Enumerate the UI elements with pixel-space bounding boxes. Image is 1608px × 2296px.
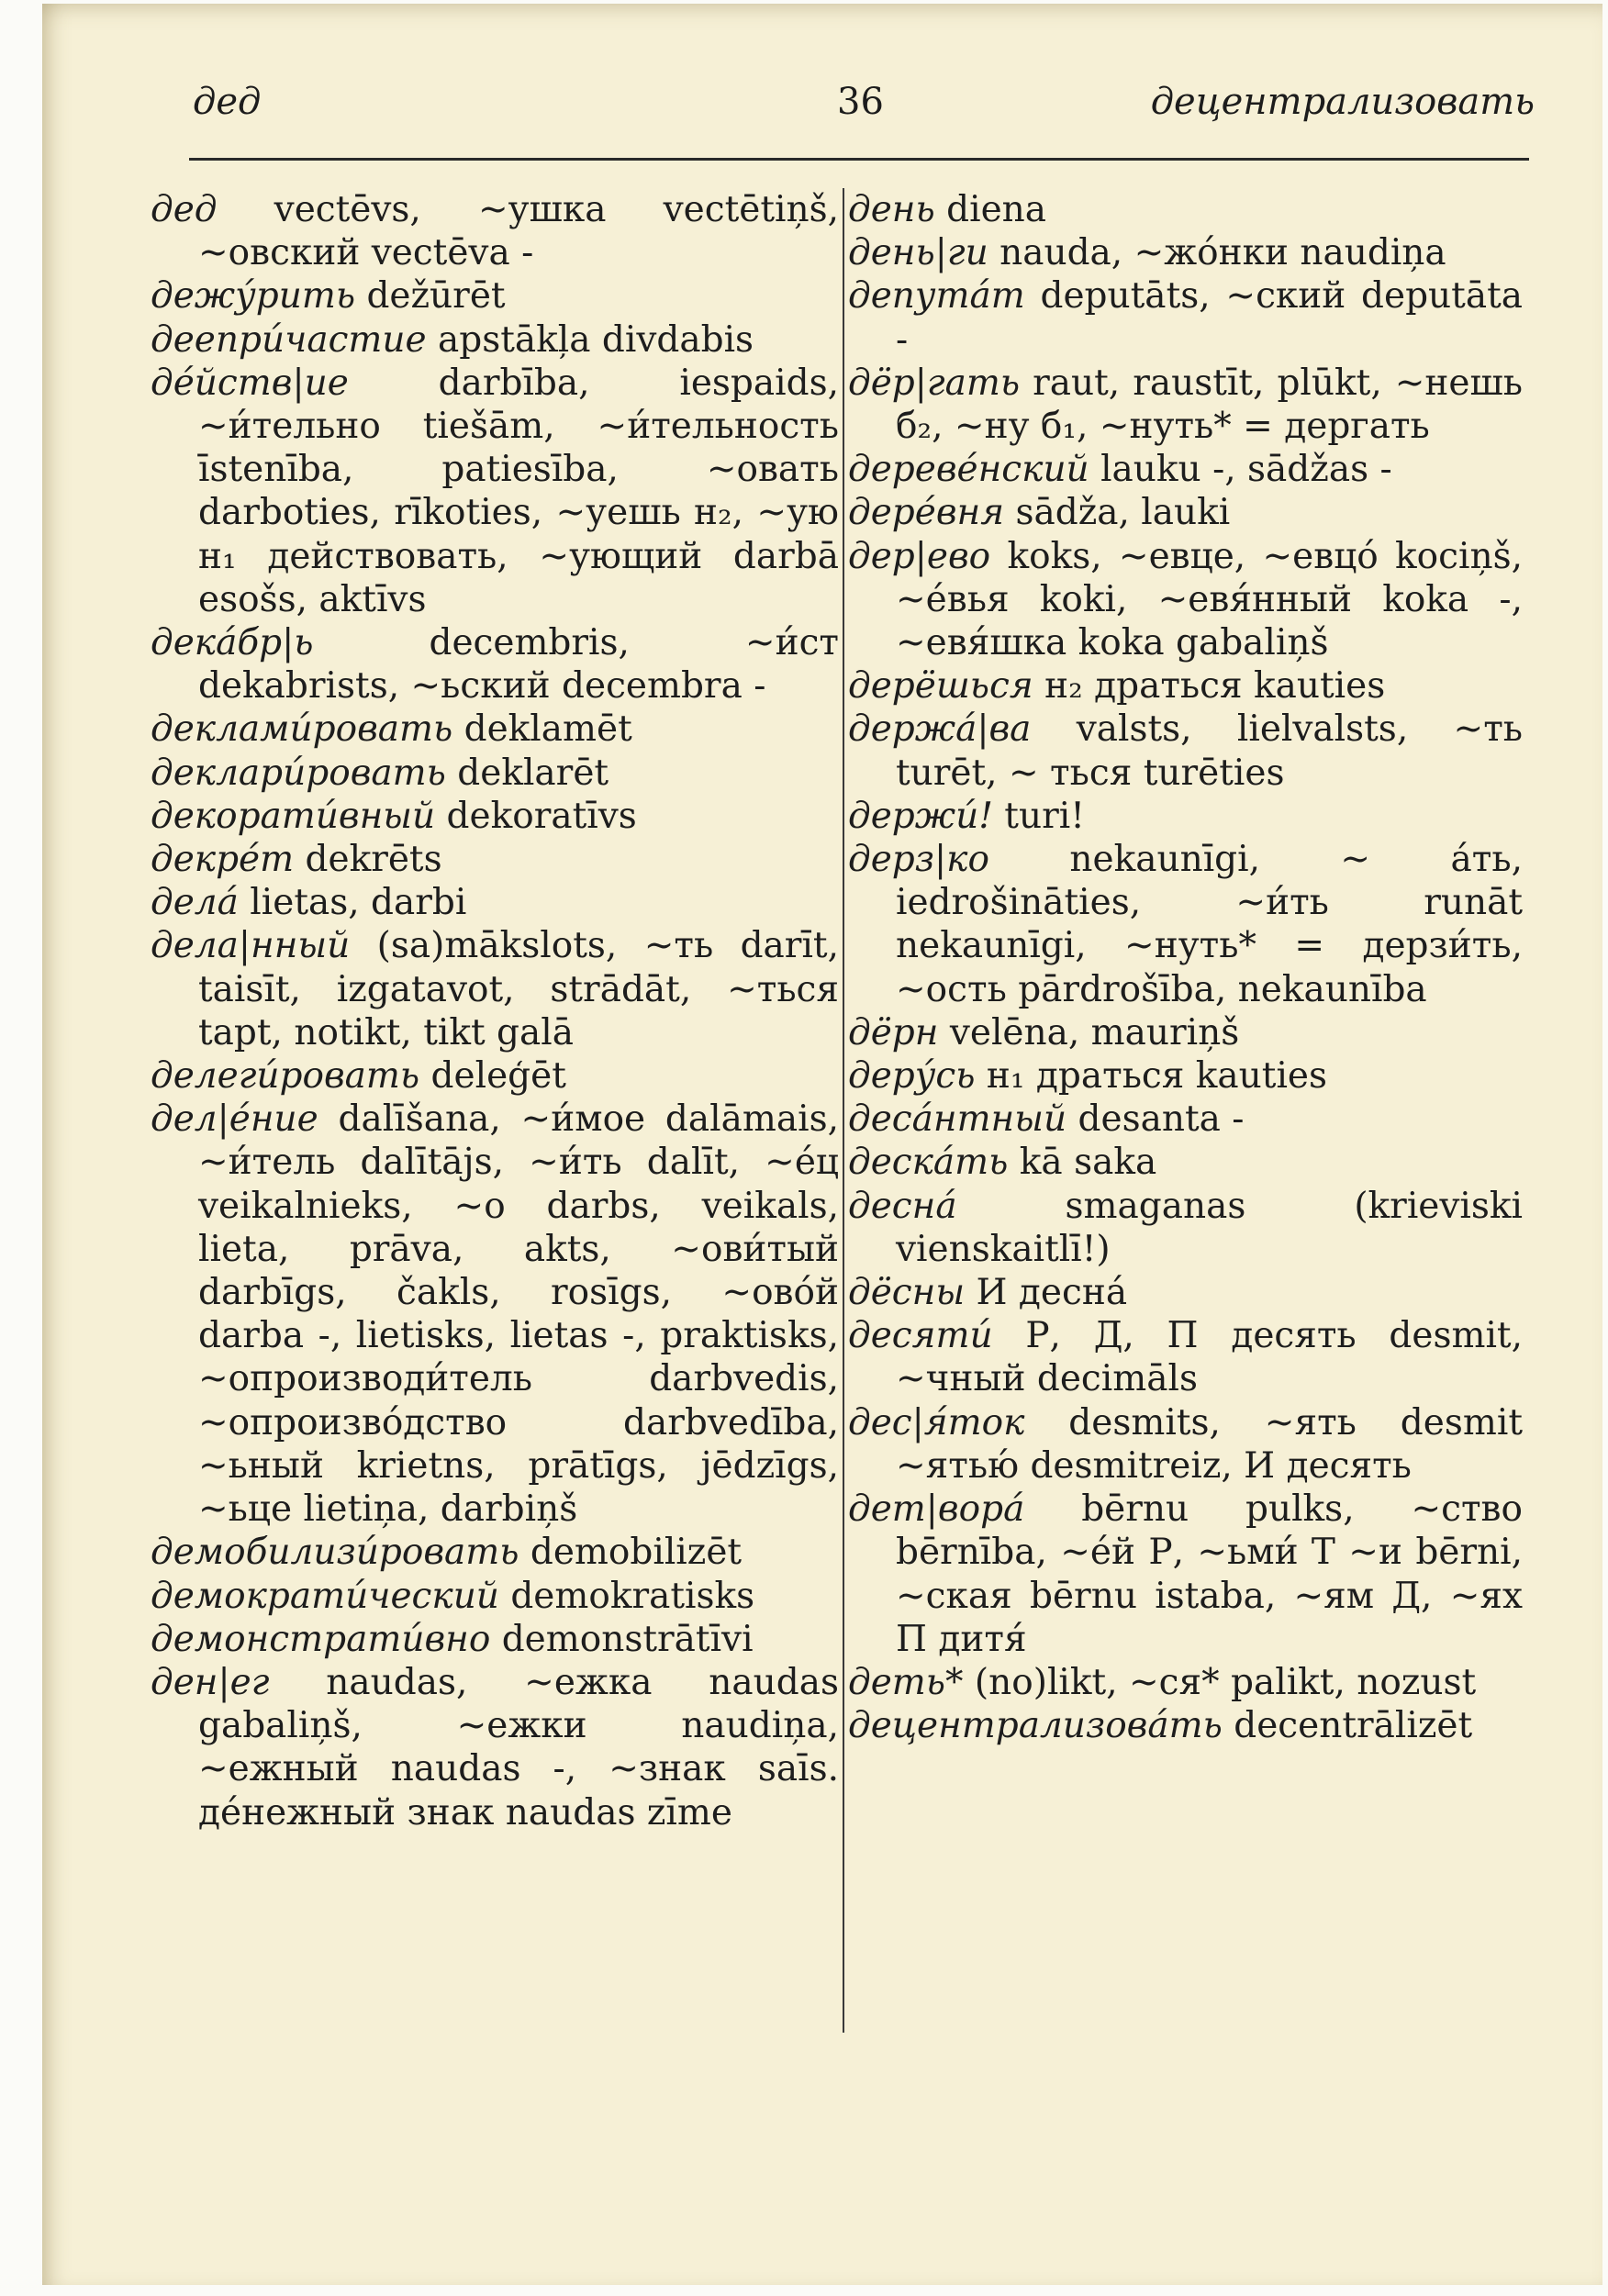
dictionary-entry [151,1661,839,1834]
entry-definition: н₂ драться kauties [1033,665,1386,708]
dictionary-entry [848,448,1523,491]
entry-definition: decentrālizēt [1222,1705,1473,1747]
entry-headword: депута́т [848,275,1025,318]
entry-headword: ден|ег [151,1661,270,1703]
entry-definition: н₁ драться kauties [975,1055,1328,1098]
dictionary-entry [848,1098,1523,1141]
dictionary-entry [151,274,839,318]
entry-headword: дед [151,189,218,230]
entry-headword: десяти́ [848,1315,993,1357]
entry-definition: koks, ~евце, ~евцо́ kociņš, ~е́вья koki, ~евя́нный koka -, ~евя́шка koka gabaliņš [896,535,1523,664]
entry-headword: деепри́частие [151,318,427,361]
dictionary-entry [848,491,1523,534]
entry-definition: dekrēts [294,839,442,881]
entry-definition: smaganas (krieviski vienskaitlī!) [896,1185,1523,1270]
entry-headword: день [848,189,935,230]
header-right-guide-word: децентрализовать [1150,81,1535,123]
entry-headword: держа́|ва [848,708,1032,751]
entry-headword: деклари́ровать [151,752,446,794]
dictionary-entry [848,1271,1523,1314]
dictionary-entry [848,1054,1523,1098]
column-divider [843,188,844,2033]
entry-headword: дёсны [848,1272,966,1314]
entry-definition: velēna, mauriņš [938,1011,1240,1053]
entry-definition: dežūrēt [355,275,506,318]
entry-definition: (sa)mākslots, ~ть darīt, taisīt, izgatavot, strādāt, ~ться tapt, notikt, tikt galā [198,925,839,1053]
dictionary-entry [848,664,1523,708]
dictionary-entry [151,708,839,751]
entry-headword: дела́ [151,882,239,924]
entry-definition: diena [934,189,1047,230]
entry-headword: дёр|гать [848,362,1021,404]
entry-definition: valsts, lielvalsts, ~ть turēt, ~ ться turēties [896,708,1523,794]
entry-definition: deleģēt [419,1055,566,1098]
entry-definition: lauku -, sādžas - [1089,449,1392,491]
entry-headword: деса́нтный [848,1098,1067,1141]
entry-definition: deklamēt [452,708,632,751]
entry-definition: darbība, iespaids, ~и́тельно tiešām, ~и́тельность īstenība, patiesība, ~овать darboties, rīkoties, ~уешь н₂, ~ую н₁ действовать, ~ующий darbā esošs, aktīvs [198,362,839,620]
entry-definition: nauda, ~жо́нки naudiņa [988,232,1446,274]
page-number: 36 [837,81,884,123]
dictionary-entry [151,318,839,362]
entry-definition: deputāts, ~ский deputāta - [896,275,1523,361]
entry-definition: demobilizēt [519,1532,743,1574]
dictionary-entry [151,924,839,1054]
entry-headword: декорати́вный [151,795,436,837]
entry-headword: дерз|ко [848,839,989,881]
entry-definition: (no)likt, ~ся* palikt, nozust [963,1661,1477,1703]
entry-headword: держи́! [848,795,993,837]
entry-headword: деска́ть [848,1142,1009,1184]
entry-headword: делеги́ровать [151,1055,420,1098]
entry-headword: де́йств|ие [151,362,349,404]
entry-definition: kā saka [1008,1142,1157,1184]
dictionary-entry [848,1661,1523,1704]
dictionary-entry [151,752,839,795]
dictionary-entry [151,1575,839,1618]
dictionary-entry [848,1011,1523,1054]
entry-headword: децентрализова́ть [848,1705,1223,1747]
dictionary-entry [151,1098,839,1531]
dictionary-entry [848,1141,1523,1184]
entry-definition: vectēvs, ~ушка vectētiņš, ~овский vectēva - [198,189,839,274]
entry-headword: десна́ [848,1185,957,1227]
dictionary-entry [151,881,839,924]
dictionary-entry [848,1704,1523,1747]
entry-definition: turi! [992,795,1085,837]
entry-headword: день|ги [848,232,988,274]
entry-definition: raut, raustīt, plūkt, ~нешь б₂, ~ну б₁, ~нуть* = дергать [896,362,1523,448]
entry-definition: apstākļa divdabis [426,318,754,361]
entry-headword: дерёшься [848,665,1033,708]
entry-headword: дела|нный [151,925,351,967]
dictionary-entry [848,535,1523,665]
entry-headword: демобилизи́ровать [151,1532,519,1574]
entry-definition: nekaunīgi, ~ а́ть, iedrošināties, ~и́ть runāt nekaunīgi, ~нуть* = дерзи́ть, ~ость pārdrošība, nekaunība [896,839,1523,1010]
entry-definition: И десна́ [965,1272,1128,1314]
dictionary-entry [848,1185,1523,1271]
entry-definition: desmits, ~ять desmit ~ятью́ desmitreiz, И десять [896,1401,1523,1487]
entry-definition: dekoratīvs [435,795,637,837]
entry-definition: desanta - [1066,1098,1245,1141]
entry-definition: decembris, ~и́ст dekabrists, ~ьский decembra - [198,622,839,708]
left-column [151,188,839,1834]
dictionary-entry [848,1401,1523,1488]
entry-definition: bērnu pulks, ~ство bērnība, ~е́й Р, ~ьми́ Т ~и bērni, ~ская bērnu istaba, ~ям Д, ~ях П дитя́ [896,1488,1523,1660]
dictionary-entry [848,795,1523,838]
dictionary-entry [151,1618,839,1661]
dictionary-entry [151,838,839,881]
entry-definition: demokratisks [498,1575,755,1617]
dictionary-entry [848,708,1523,794]
entry-headword: дека́бр|ь [151,622,314,664]
entry-definition: dalīšana, ~и́мое dalāmais, ~и́тель dalītājs, ~и́ть dalīt, ~е́ц veikalnieks, ~о darbs, veikals, lieta, prāva, akts, ~ови́тый darbīgs, čakls, rosīgs, ~ово́й darba -, lietisks, lietas -, praktisks, ~опроизводи́тель darbvedis, ~опроизво́дство darbvedība, ~ьный krietns, prātīgs, jēdzīgs, ~ьце lietiņa, darbiņš [198,1098,839,1531]
entry-headword: деклами́ровать [151,708,453,751]
right-column [848,188,1523,1747]
dictionary-entry [151,795,839,838]
dictionary-entry [151,621,839,708]
entry-headword: деру́сь [848,1055,976,1098]
dictionary-entry [848,274,1523,361]
header-left-guide-word: дед [193,81,262,123]
entry-definition: sādža, lauki [1004,492,1231,534]
entry-headword: дет|вора́ [848,1488,1025,1531]
entry-definition: lietas, darbi [238,882,467,924]
dictionary-entry [848,1488,1523,1661]
header-rule [189,158,1529,161]
entry-headword: деть* [848,1661,964,1703]
dictionary-entry [151,362,839,621]
entry-headword: дежу́рить [151,275,356,318]
dictionary-entry [151,1531,839,1574]
dictionary-entry [848,231,1523,274]
entry-headword: дереве́нский [848,449,1089,491]
entry-headword: декре́т [151,839,295,881]
dictionary-entry [848,1314,1523,1400]
dictionary-entry [848,838,1523,1011]
dictionary-entry [151,188,839,274]
entry-headword: дер|ево [848,535,991,577]
entry-headword: демонстрати́вно [151,1618,491,1660]
entry-definition: Р, Д, П десять desmit, ~чный decimāls [896,1315,1523,1400]
entry-headword: дес|я́ток [848,1401,1025,1443]
entry-definition: deklarēt [445,752,609,794]
entry-headword: демократи́ческий [151,1575,499,1617]
entry-headword: дел|е́ние [151,1098,318,1141]
entry-definition: naudas, ~ежка naudas gabaliņš, ~ежки naudiņa, ~ежный naudas -, ~знак saīs. де́нежный знак naudas zīme [198,1661,839,1833]
dictionary-entry [848,188,1523,231]
entry-definition: demonstrātīvi [490,1618,754,1660]
dictionary-entry [151,1054,839,1098]
entry-headword: дёрн [848,1011,939,1053]
dictionary-entry [848,362,1523,448]
entry-headword: дере́вня [848,492,1005,534]
